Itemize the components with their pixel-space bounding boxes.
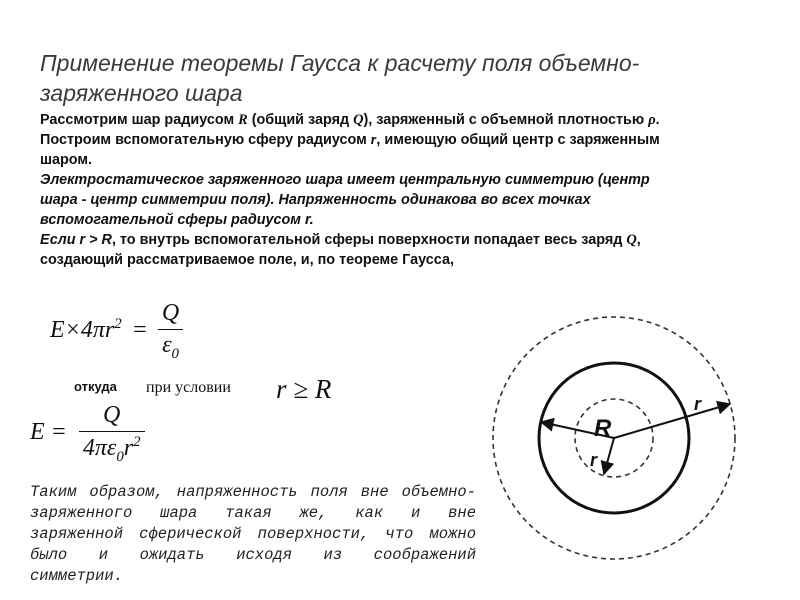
slide-title bbox=[40, 48, 680, 108]
label-r-outer: r bbox=[694, 394, 702, 414]
label-r-inner: r bbox=[590, 450, 598, 470]
paragraph-2: Построим вспомогательную сферу радиусом r, имеющую общий центр с заряженным шаром. bbox=[40, 132, 660, 168]
paragraph-3: Электростатическое заряженного шара имеет центральную симметрию (центр шара - центр симметрии поля). Напряженность одинакова во всех точках вспомогательной сферы радиусом r. bbox=[40, 172, 650, 228]
field-fraction: $\frac{Q}{4\pi\varepsilon_0r^2}$ bbox=[79, 402, 145, 466]
title-line-1: Применение теоремы Гаусса к расчету поля объемно- bbox=[40, 50, 640, 76]
gauss-formula: $E\times 4\pi r^2$ = $\frac{Q}{\varepsilon_0}$ bbox=[50, 300, 183, 363]
paragraph-4: Если r > R, то внутрь вспомогательной сферы поверхности попадает весь заряд Q, создающий рассматриваемое поле, и, по теореме Гаусса, bbox=[40, 232, 641, 268]
paragraph-1: Рассмотрим шар радиусом R (общий заряд Q), заряженный с объемной плотностью ρ. bbox=[40, 112, 660, 128]
condition-r-ge-R: r ≥ R bbox=[276, 374, 332, 404]
label-R: R bbox=[594, 415, 612, 442]
label-pri-uslovii: при условии bbox=[146, 379, 231, 396]
gauss-fraction: $\frac{Q}{\varepsilon_0}$ bbox=[158, 300, 183, 363]
body-text bbox=[40, 110, 730, 270]
radius-r-inner-arrow bbox=[604, 438, 614, 474]
title-line-2: заряженного шара bbox=[40, 80, 243, 106]
label-otkuda: откуда bbox=[74, 379, 117, 394]
radius-r-outer-arrow bbox=[614, 404, 730, 438]
field-formula: E = $\frac{Q}{4\pi\varepsilon_0r^2}$ bbox=[30, 402, 145, 466]
conclusion-text: Таким образом, напряженность поля вне объемно- заряженного шара такая же, как и вне заряженной сферической поверхности, что можно было и ожидать исходя из соображений симметрии. bbox=[30, 483, 476, 585]
sphere-diagram bbox=[490, 290, 770, 596]
